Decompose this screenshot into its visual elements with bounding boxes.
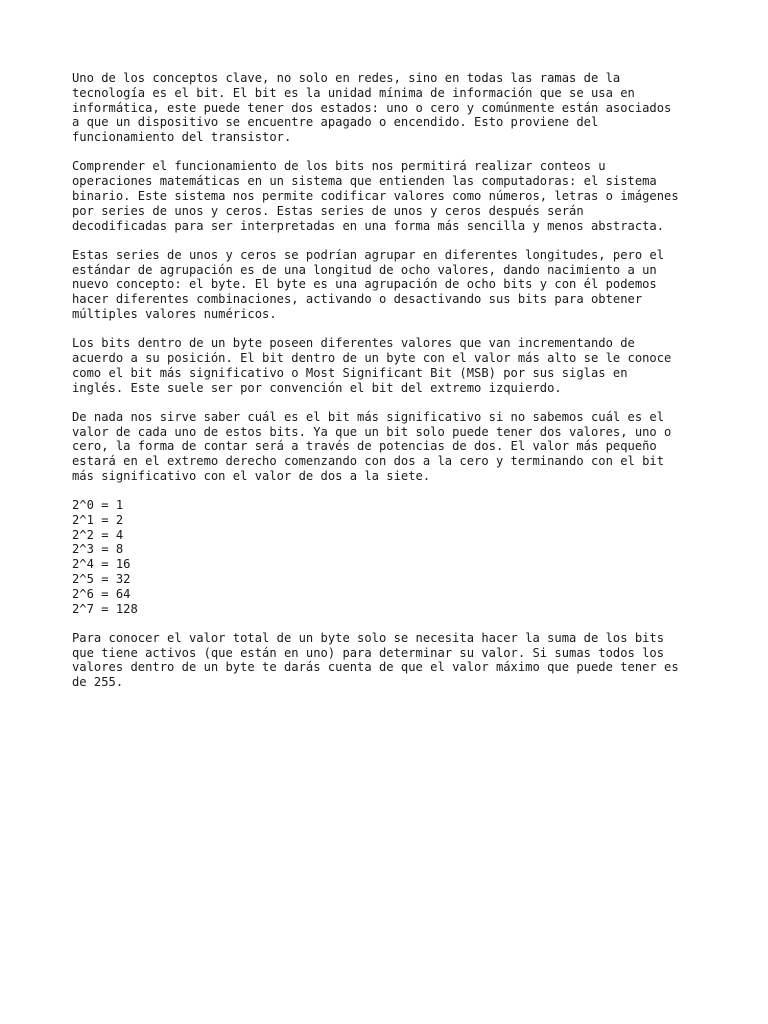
text-line: múltiples valores numéricos. [72,306,277,321]
text-line: valor de cada uno de estos bits. Ya que un bit solo puede tener dos valores, uno o [72,424,672,439]
paragraph-msb [72,336,712,395]
power-of-two-line: 2^4 = 16 [72,557,131,572]
text-line: estará en el extremo derecho comenzando con dos a la cero y terminando con el bit [72,454,665,469]
power-of-two-line: 2^1 = 2 [72,512,124,527]
text-line: cero, la forma de contar será a través de potencias de dos. El valor más pequeño [72,439,657,454]
text-line: informática, este puede tener dos estados: uno o cero y comúnmente están asociados [72,100,672,115]
paragraph-byte-total [72,631,712,690]
document-body [72,71,712,704]
power-of-two-line: 2^5 = 32 [72,572,131,587]
text-line: binario. Este sistema nos permite codificar valores como números, letras o imágenes [72,188,679,203]
text-line: De nada nos sirve saber cuál es el bit más significativo si no sabemos cuál es el [72,409,665,424]
power-of-two-line: 2^6 = 64 [72,586,131,601]
text-line: Comprender el funcionamiento de los bits nos permitirá realizar conteos u [72,159,606,174]
power-of-two-line: 2^0 = 1 [72,498,124,513]
paragraph-bit-values [72,410,712,484]
text-line: Los bits dentro de un byte poseen diferentes valores que van incrementando de [72,336,635,351]
text-line: hacer diferentes combinaciones, activando o desactivando sus bits para obtener [72,292,643,307]
power-of-two-line: 2^7 = 128 [72,601,138,616]
text-line: como el bit más significativo o Most Significant Bit (MSB) por sus siglas en [72,365,628,380]
text-line: Uno de los conceptos clave, no solo en redes, sino en todas las ramas de la [72,71,621,85]
text-line: inglés. Este suele ser por convención el bit del extremo izquierdo. [72,380,562,395]
text-line: nuevo concepto: el byte. El byte es una agrupación de ocho bits y con él podemos [72,277,657,292]
text-line: por series de unos y ceros. Estas series de unos y ceros después serán [72,203,584,218]
text-line: funcionamiento del transistor. [72,130,292,145]
paragraph-byte [72,248,712,322]
text-line: operaciones matemáticas en un sistema que entienden las computadoras: el sistema [72,174,657,189]
text-line: acuerdo a su posición. El bit dentro de un byte con el valor más alto se le conoce [72,350,672,365]
text-line: estándar de agrupación es de una longitud de ocho valores, dando nacimiento a un [72,262,657,277]
text-line: de 255. [72,675,124,690]
text-line: que tiene activos (que están en uno) para determinar su valor. Si sumas todos los [72,645,665,660]
text-line: a que un dispositivo se encuentre apagado o encendido. Esto proviene del [72,115,599,130]
text-line: Estas series de unos y ceros se podrían agrupar en diferentes longitudes, pero el [72,247,665,262]
text-line: más significativo con el valor de dos a la siete. [72,468,431,483]
text-line: Para conocer el valor total de un byte solo se necesita hacer la suma de los bits [72,630,665,645]
paragraph-bit-intro [72,71,712,145]
text-line: valores dentro de un byte te darás cuenta de que el valor máximo que puede tener es [72,660,679,675]
paragraph-binary-system [72,159,712,233]
text-line: tecnología es el bit. El bit es la unidad mínima de información que se usa en [72,85,635,100]
text-line: decodificadas para ser interpretadas en una forma más sencilla y menos abstracta. [72,218,665,233]
power-of-two-line: 2^3 = 8 [72,542,124,557]
powers-of-two-list [72,498,712,616]
power-of-two-line: 2^2 = 4 [72,527,124,542]
